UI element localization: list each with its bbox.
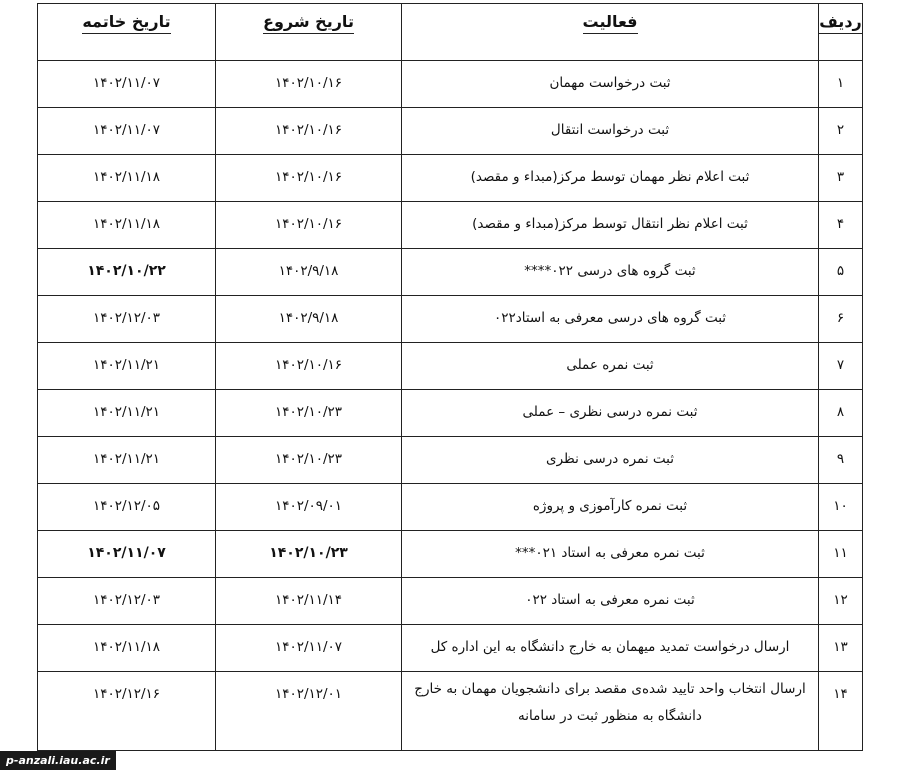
start-date-cell: ۱۴۰۲/۱۰/۲۳ — [216, 390, 402, 437]
row-number: ۷ — [819, 343, 863, 390]
table-row — [38, 296, 863, 343]
end-date-cell: ۱۴۰۲/۱۱/۱۸ — [38, 155, 216, 202]
header-row — [38, 4, 863, 61]
start-date-cell: ۱۴۰۲/۱۱/۱۴ — [216, 578, 402, 625]
table-row — [38, 202, 863, 249]
row-number: ۱۳ — [819, 625, 863, 672]
start-date-cell: ۱۴۰۲/۹/۱۸ — [216, 249, 402, 296]
activity-cell: ثبت نمره کارآموزی و پروژه — [402, 484, 819, 531]
table-row — [38, 531, 863, 578]
table-row — [38, 437, 863, 484]
activity-cell: ثبت گروه های درسی ۰۲۲**** — [402, 249, 819, 296]
activity-cell: ثبت نمره درسی نظری – عملی — [402, 390, 819, 437]
header-row-no: ردیف — [819, 4, 863, 61]
row-number: ۵ — [819, 249, 863, 296]
end-date-cell: ۱۴۰۲/۱۱/۰۷ — [38, 108, 216, 155]
activity-cell: ثبت نمره عملی — [402, 343, 819, 390]
end-date-cell: ۱۴۰۲/۱۰/۲۲ — [38, 249, 216, 296]
header-end-date: تاریخ خاتمه — [38, 4, 216, 61]
row-number: ۱۲ — [819, 578, 863, 625]
end-date-cell: ۱۴۰۲/۱۱/۱۸ — [38, 625, 216, 672]
end-date-cell: ۱۴۰۲/۱۲/۱۶ — [38, 672, 216, 751]
end-date-cell: ۱۴۰۲/۱۱/۲۱ — [38, 437, 216, 484]
row-number: ۳ — [819, 155, 863, 202]
activity-cell: ارسال انتخاب واحد تایید شده‌ی مقصد برای دانشجویان مهمان به خارج دانشگاه به منظور ثبت در سامانه — [402, 672, 819, 751]
end-date-cell: ۱۴۰۲/۱۲/۰۳ — [38, 578, 216, 625]
end-date-cell: ۱۴۰۲/۱۱/۲۱ — [38, 390, 216, 437]
table-row — [38, 108, 863, 155]
activity-cell: ثبت نمره معرفی به استاد ۰۲۲ — [402, 578, 819, 625]
table-row — [38, 672, 863, 751]
start-date-cell: ۱۴۰۲/۱۰/۱۶ — [216, 202, 402, 249]
table-row — [38, 155, 863, 202]
activity-cell: ثبت درخواست انتقال — [402, 108, 819, 155]
end-date-cell: ۱۴۰۲/۱۲/۰۳ — [38, 296, 216, 343]
activity-cell: ارسال درخواست تمدید میهمان به خارج دانشگاه به این اداره کل — [402, 625, 819, 672]
row-number: ۲ — [819, 108, 863, 155]
row-number: ۱ — [819, 61, 863, 108]
start-date-cell: ۱۴۰۲/۱۰/۲۳ — [216, 437, 402, 484]
table-row — [38, 343, 863, 390]
row-number: ۱۱ — [819, 531, 863, 578]
start-date-cell: ۱۴۰۲/۱۱/۰۷ — [216, 625, 402, 672]
activity-cell: ثبت درخواست مهمان — [402, 61, 819, 108]
end-date-cell: ۱۴۰۲/۱۱/۰۷ — [38, 531, 216, 578]
start-date-cell: ۱۴۰۲/۹/۱۸ — [216, 296, 402, 343]
table-row — [38, 61, 863, 108]
schedule-table — [37, 3, 863, 751]
start-date-cell: ۱۴۰۲/۱۰/۱۶ — [216, 343, 402, 390]
activity-cell: ثبت اعلام نظر انتقال توسط مرکز(مبداء و مقصد) — [402, 202, 819, 249]
activity-cell: ثبت گروه های درسی معرفی به استاد۰۲۲ — [402, 296, 819, 343]
table-row — [38, 249, 863, 296]
row-number: ۱۴ — [819, 672, 863, 751]
table-row — [38, 578, 863, 625]
activity-cell: ثبت نمره معرفی به استاد ۰۲۱*** — [402, 531, 819, 578]
activity-cell: ثبت اعلام نظر مهمان توسط مرکز(مبداء و مقصد) — [402, 155, 819, 202]
end-date-cell: ۱۴۰۲/۱۲/۰۵ — [38, 484, 216, 531]
row-number: ۴ — [819, 202, 863, 249]
start-date-cell: ۱۴۰۲/۰۹/۰۱ — [216, 484, 402, 531]
table-row — [38, 625, 863, 672]
table-row — [38, 484, 863, 531]
row-number: ۱۰ — [819, 484, 863, 531]
end-date-cell: ۱۴۰۲/۱۱/۲۱ — [38, 343, 216, 390]
end-date-cell: ۱۴۰۲/۱۱/۰۷ — [38, 61, 216, 108]
start-date-cell: ۱۴۰۲/۱۰/۲۳ — [216, 531, 402, 578]
end-date-cell: ۱۴۰۲/۱۱/۱۸ — [38, 202, 216, 249]
start-date-cell: ۱۴۰۲/۱۰/۱۶ — [216, 61, 402, 108]
row-number: ۸ — [819, 390, 863, 437]
table-row — [38, 390, 863, 437]
start-date-cell: ۱۴۰۲/۱۲/۰۱ — [216, 672, 402, 751]
header-start-date: تاریخ شروع — [216, 4, 402, 61]
site-watermark: p-anzali.iau.ac.ir — [0, 751, 116, 770]
row-number: ۶ — [819, 296, 863, 343]
activity-cell: ثبت نمره درسی نظری — [402, 437, 819, 484]
start-date-cell: ۱۴۰۲/۱۰/۱۶ — [216, 155, 402, 202]
row-number: ۹ — [819, 437, 863, 484]
header-activity: فعالیت — [402, 4, 819, 61]
start-date-cell: ۱۴۰۲/۱۰/۱۶ — [216, 108, 402, 155]
